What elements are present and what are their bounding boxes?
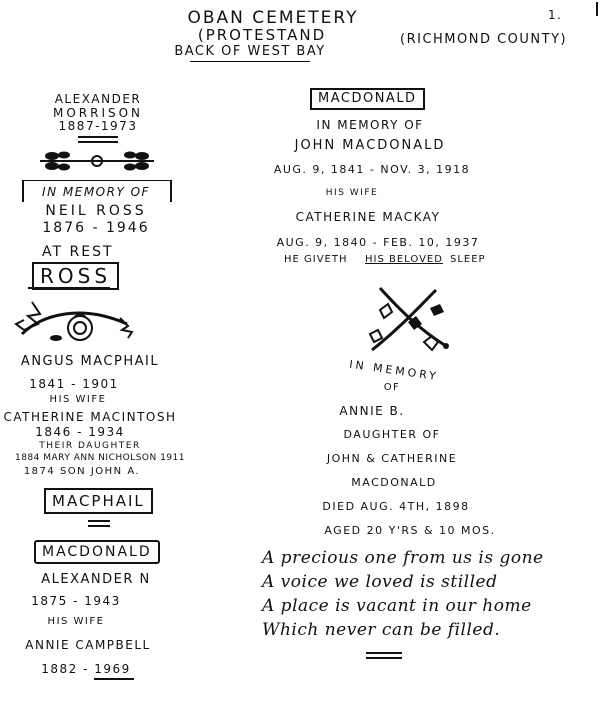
annie-campbell-years: 1882 - 1969 (41, 662, 131, 676)
location-text: BACK OF WEST BAY (174, 44, 326, 59)
in-memory-arc-text: IN MEMORY (348, 357, 440, 384)
of-text: OF (383, 382, 401, 393)
angus-macphail-years: 1841 - 1901 (29, 377, 119, 391)
neil-ross-name: NEIL ROSS (45, 203, 147, 219)
his-wife-label: HIS WIFE (49, 394, 107, 405)
macphail-plaque: MACPHAIL (44, 488, 153, 514)
son-john-a: 1874 SON JOHN A. (23, 466, 141, 477)
alexander-morrison-years: 1887-1973 (58, 119, 138, 133)
bracket-top (22, 180, 172, 181)
county-text: (RICHMOND COUNTY) (400, 32, 568, 47)
divider (94, 678, 134, 680)
in-memory-of-text: IN MEMORY OF (42, 185, 150, 199)
their-daughter-label: THEIR DAUGHTER (39, 441, 141, 451)
macdonald-plaque-left: MACDONALD (34, 540, 160, 564)
bracket-right (170, 180, 172, 202)
aged-text: AGED 20 Y'RS & 10 MOS. (324, 524, 496, 537)
in-memory-of-right: IN MEMORY OF (316, 118, 424, 132)
his-wife-right: HIS WIFE (325, 188, 379, 198)
mary-ann-nicholson: 1884 MARY ANN NICHOLSON 1911 (14, 453, 186, 463)
epitaph-part-a: HE GIVETH (284, 254, 348, 265)
alexander-morrison-surname: MORRISON (52, 106, 144, 120)
his-wife-label-2: HIS WIFE (47, 616, 105, 627)
page-title: OBAN CEMETERY (187, 8, 359, 28)
verse-line-3: A place is vacant in our home (262, 596, 532, 616)
alexander-n-name: ALEXANDER N (41, 572, 151, 587)
alexander-morrison-first: ALEXANDER (54, 92, 142, 106)
john-macdonald-name: JOHN MACDONALD (294, 138, 446, 153)
parents-surname: MACDONALD (351, 476, 437, 489)
alexander-n-years: 1875 - 1943 (31, 594, 121, 608)
divider (78, 141, 118, 143)
epitaph-part-b: HIS BELOVED (365, 254, 443, 265)
bracket-left (22, 180, 24, 202)
page-number: 1. (548, 8, 563, 22)
divider (88, 520, 110, 522)
neil-ross-years: 1876 - 1946 (42, 220, 150, 236)
rose-thistle-icon (12, 294, 142, 348)
annie-campbell-name: ANNIE CAMPBELL (25, 638, 151, 652)
annie-b-name: ANNIE B. (339, 404, 405, 418)
plaque-shadow (28, 287, 110, 289)
divider (366, 652, 402, 654)
catherine-mackay-dates: AUG. 9, 1840 - FEB. 10, 1937 (276, 236, 480, 249)
ivy-branch-icon (350, 280, 460, 370)
catherine-macintosh-name: CATHERINE MACINTOSH (3, 410, 177, 424)
divider (78, 136, 118, 138)
died-date: DIED AUG. 4TH, 1898 (322, 500, 470, 513)
verse-line-4: Which never can be filled. (262, 620, 501, 640)
daughter-of-text: DAUGHTER OF (343, 428, 441, 441)
parents-text: JOHN & CATHERINE (326, 452, 458, 465)
catherine-mackay-name: CATHERINE MACKAY (295, 210, 441, 224)
john-macdonald-dates: AUG. 9, 1841 - NOV. 3, 1918 (273, 163, 471, 176)
at-rest-text: AT REST (42, 244, 114, 260)
ross-plaque: ROSS (32, 262, 119, 290)
location-underline (190, 61, 310, 62)
divider (88, 525, 110, 527)
angus-macphail-name: ANGUS MACPHAIL (20, 354, 160, 369)
verse-line-2: A voice we loved is stilled (262, 572, 498, 592)
verse-line-1: A precious one from us is gone (262, 548, 544, 568)
epitaph-part-c: SLEEP (450, 254, 486, 265)
edge-mark (596, 2, 598, 16)
macdonald-plaque-right: MACDONALD (310, 88, 425, 110)
divider (366, 657, 402, 659)
floral-spray-icon (38, 148, 156, 174)
catherine-macintosh-years: 1846 - 1934 (35, 425, 125, 439)
page-subtitle: (PROTESTAND (197, 26, 327, 44)
